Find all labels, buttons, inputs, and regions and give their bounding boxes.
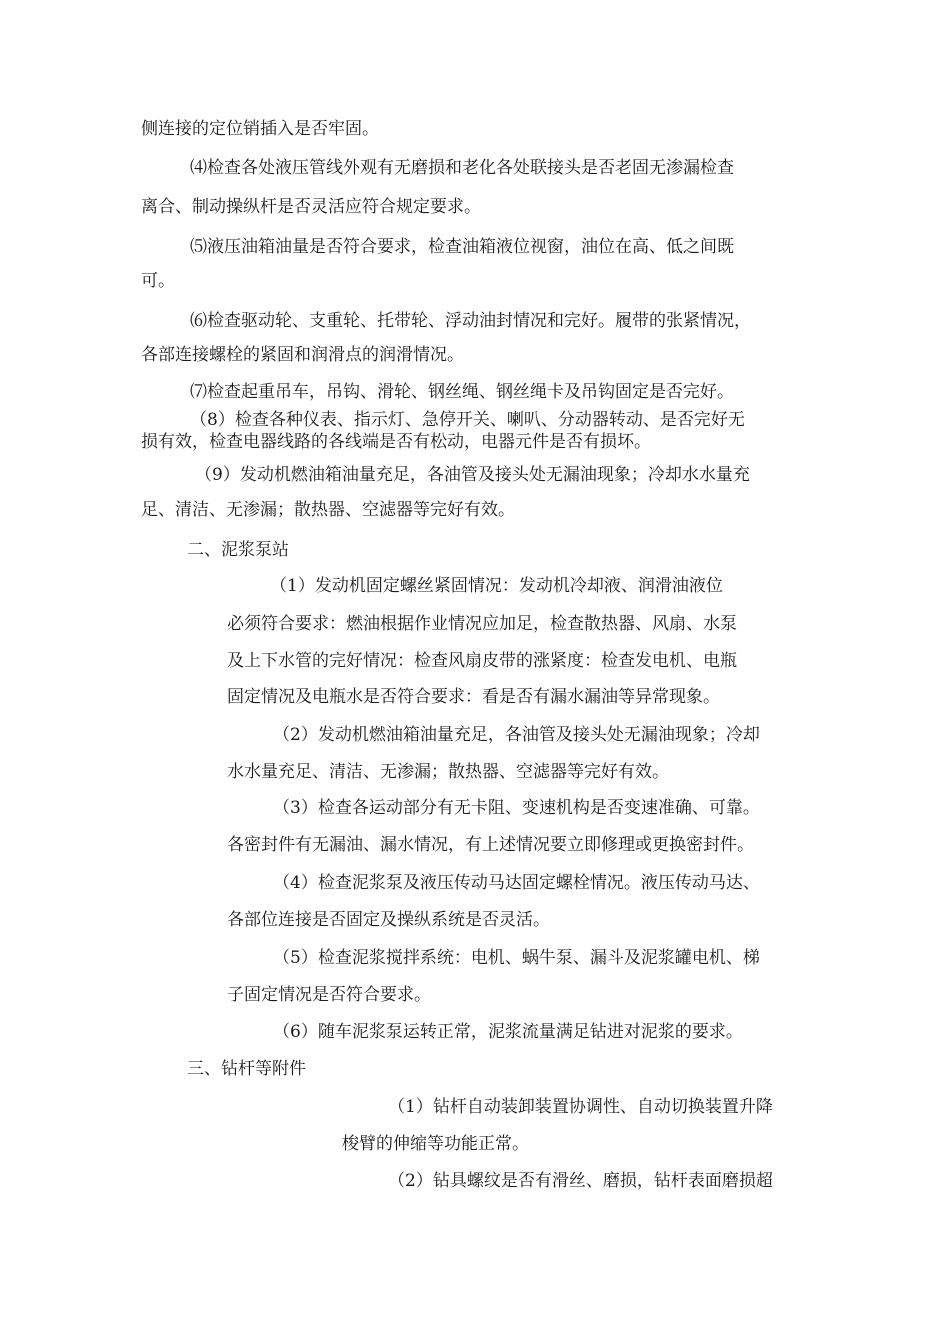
text-line: （6）随车泥浆泵运转正常，泥浆流量满足钻进对泥浆的要求。 — [273, 1022, 743, 1042]
text-line: 必须符合要求：燃油根据作业情况应加足，检查散热器、风扇、水泵 — [227, 614, 737, 634]
text-line: （2）钻具螺纹是否有滑丝、磨损，钻杆表面磨损超 — [388, 1171, 773, 1191]
text-line: （1）钻杆自动装卸装置协调性、自动切换装置升降 — [388, 1097, 773, 1117]
text-line: 各部连接螺栓的紧固和润滑点的润滑情况。 — [141, 345, 464, 365]
text-line: （5）检查泥浆搅拌系统：电机、蜗牛泵、漏斗及泥浆罐电机、梯 — [273, 948, 760, 968]
text-line: （1）发动机固定螺丝紧固情况：发动机冷却液、润滑油液位 — [270, 576, 723, 596]
text-line: 子固定情况是否符合要求。 — [227, 985, 431, 1005]
text-line: 可。 — [141, 271, 175, 291]
text-line: 离合、制动操纵杆是否灵活应符合规定要求。 — [141, 197, 481, 217]
text-line: 足、清洁、无渗漏；散热器、空滤器等完好有效。 — [141, 500, 515, 520]
text-line: 损有效，检查电器线路的各线端是否有松动，电器元件是否有损坏。 — [141, 432, 651, 452]
text-line: （3）检查各运动部分有无卡阻、变速机构是否变速准确、可靠。 — [273, 798, 760, 818]
text-line: ⑷检查各处液压管线外观有无磨损和老化各处联接头是否老固无渗漏检查 — [190, 158, 734, 178]
section-heading: 三、钻杆等附件 — [187, 1059, 306, 1079]
text-line: 水水量充足、清洁、无渗漏；散热器、空滤器等完好有效。 — [227, 762, 669, 782]
text-line: ⑺检查起重吊车，吊钩、滑轮、钢丝绳、钢丝绳卡及吊钩固定是否完好。 — [190, 382, 734, 402]
text-line: （4）检查泥浆泵及液压传动马达固定螺栓情况。液压传动马达、 — [273, 873, 760, 893]
text-line: 各密封件有无漏油、漏水情况，有上述情况要立即修理或更换密封件。 — [227, 835, 754, 855]
text-line: 及上下水管的完好情况：检查风扇皮带的涨紧度：检查发电机、电瓶 — [227, 651, 737, 671]
text-line: 各部位连接是否固定及操纵系统是否灵活。 — [227, 910, 550, 930]
section-heading: 二、泥浆泵站 — [187, 540, 289, 560]
text-line: ⑸液压油箱油量是否符合要求，检查油箱液位视窗，油位在高、低之间既 — [190, 237, 734, 257]
text-line: （9）发动机燃油箱油量充足，各油管及接头处无漏油现象；冷却水水量充 — [195, 465, 750, 485]
text-line: 固定情况及电瓶水是否符合要求：看是否有漏水漏油等异常现象。 — [227, 687, 720, 707]
text-line: （8）检查各种仪表、指示灯、急停开关、喇叭、分动器转动、是否完好无 — [190, 410, 745, 430]
text-line: 梭臂的伸缩等功能正常。 — [342, 1134, 529, 1154]
text-line: 侧连接的定位销插入是否牢固。 — [141, 119, 379, 139]
text-line: （2）发动机燃油箱油量充足，各油管及接头处无漏油现象；冷却 — [273, 725, 760, 745]
text-line: ⑹检查驱动轮、支重轮、托带轮、浮动油封情况和完好。履带的张紧情况， — [190, 311, 751, 331]
